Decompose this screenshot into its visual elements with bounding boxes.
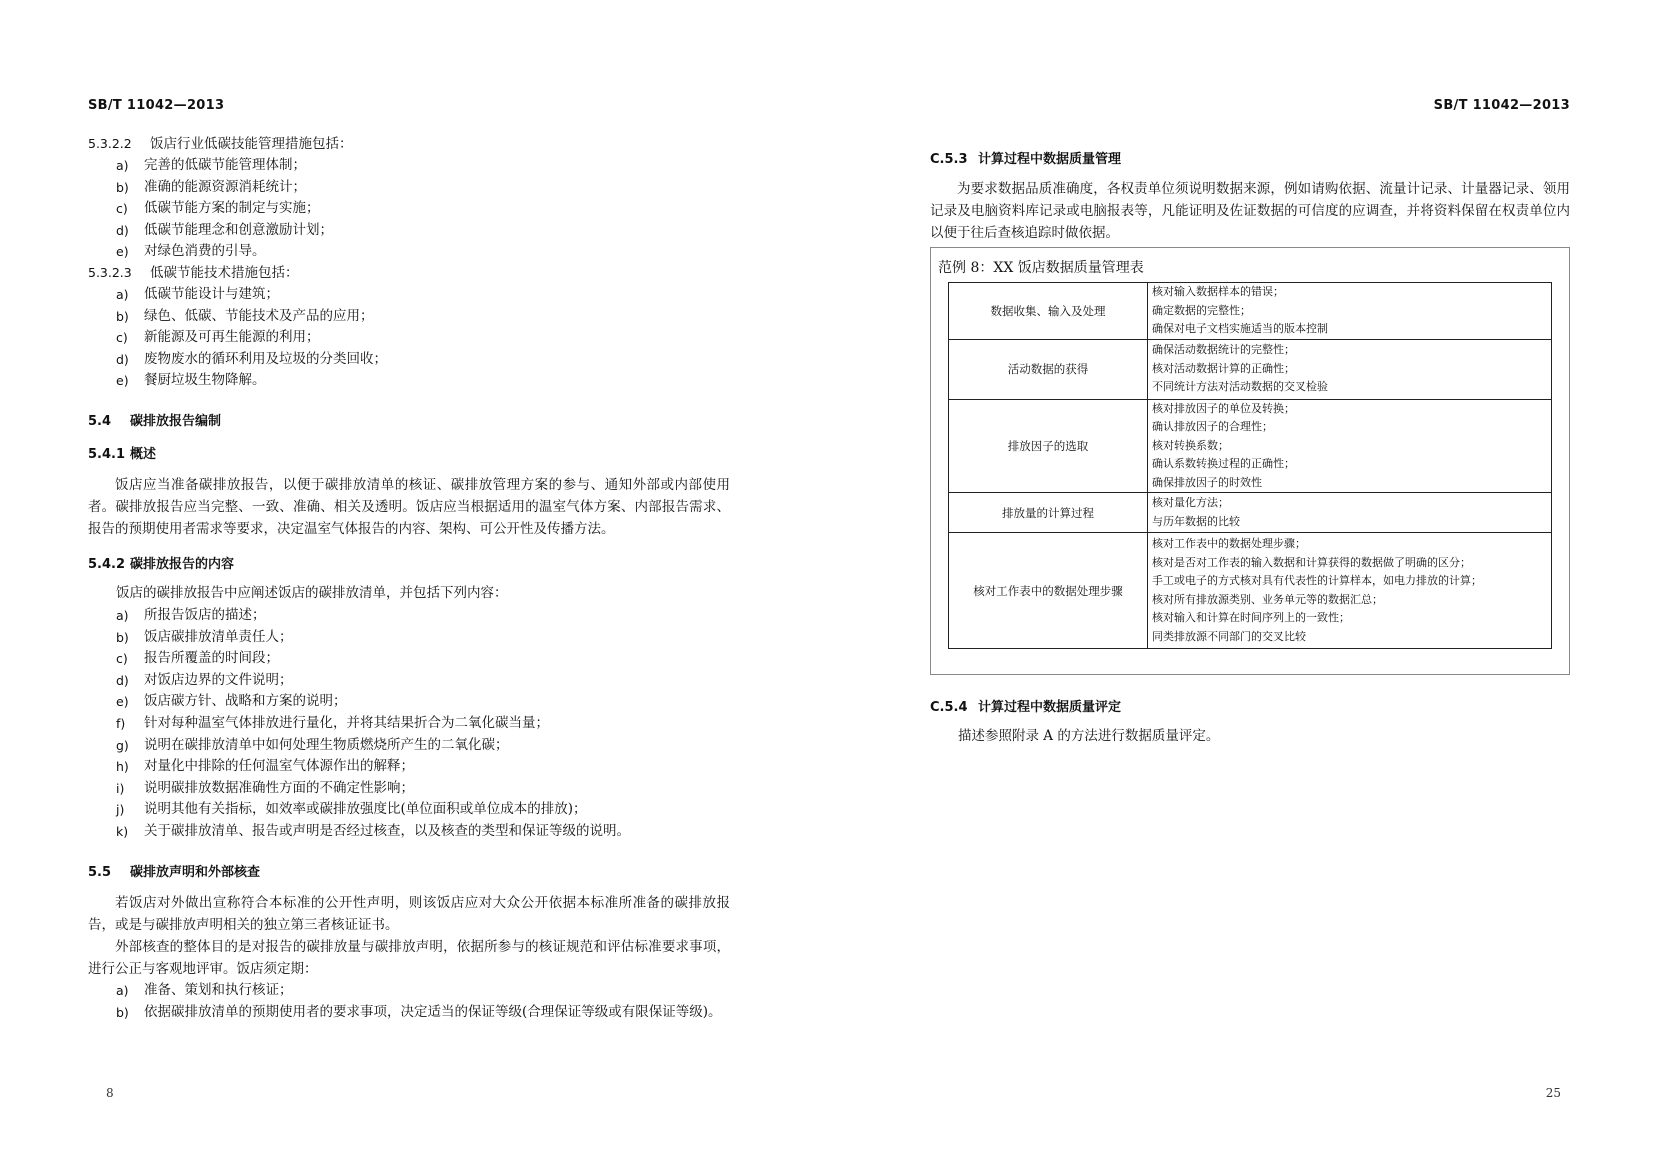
heading-5-4: [88, 410, 221, 429]
list-marker: e): [116, 694, 129, 710]
section-title: 计算过程中数据质量评定: [978, 700, 1122, 715]
list-item-text: 低碳节能理念和创意激励计划；: [144, 221, 333, 238]
check-item: 确保活动数据统计的完整性；: [1152, 343, 1295, 357]
list-item-text: 绿色、低碳、节能技术及产品的应用；: [144, 307, 374, 324]
clause-text: 饭店行业低碳技能管理措施包括：: [150, 136, 353, 152]
example-table-frame: [930, 247, 1570, 675]
list-marker: f): [116, 716, 126, 731]
section-number: 5.4.1: [88, 447, 126, 462]
page-header: SB/T 11042—2013: [88, 98, 225, 113]
list-item: [116, 627, 730, 649]
check-item: 同类排放源不同部门的交叉比较: [1152, 629, 1306, 643]
table-row: [949, 283, 1552, 340]
list-item: [116, 284, 716, 306]
list-item: [116, 241, 716, 263]
table-row: [949, 339, 1552, 399]
page-header: SB/T 11042—2013: [1433, 98, 1570, 113]
table-checks-cell: [1148, 533, 1552, 649]
table-category-cell: 数据收集、输入及处理: [949, 283, 1148, 340]
check-item: 核对转换系数；: [1152, 438, 1229, 452]
list-item-text: 饭店碳方针、战略和方案的说明；: [144, 693, 347, 710]
check-item: 确定数据的完整性；: [1152, 303, 1251, 317]
list-item: [116, 756, 730, 778]
list-marker: a): [116, 287, 129, 302]
list-item: [116, 1002, 730, 1024]
list-item-text: 饭店碳排放清单责任人；: [144, 628, 293, 645]
list-item: [116, 327, 716, 349]
heading-5-4-2: [88, 553, 234, 572]
section-title: 碳排放报告的内容: [130, 557, 235, 572]
list-item: [116, 648, 730, 670]
list-item: [116, 980, 730, 1002]
list-marker: d): [116, 222, 129, 238]
list-item: [116, 306, 716, 328]
table-checks-cell: [1148, 493, 1552, 533]
list-marker: g): [116, 737, 129, 753]
check-item: 核对量化方法；: [1152, 496, 1229, 509]
table-checks-cell: [1148, 283, 1552, 340]
list-marker: b): [116, 308, 129, 324]
list-marker: e): [116, 244, 129, 259]
list-marker: a): [116, 608, 129, 623]
paragraph-c-5-4: 描述参照附录 A 的方法进行数据质量评定。: [958, 728, 1220, 744]
list-item-text: 餐厨垃圾生物降解。: [144, 372, 266, 388]
list-item-text: 准备、策划和执行核证；: [144, 982, 293, 998]
table-checks-cell: [1148, 339, 1552, 399]
list-marker: a): [116, 983, 129, 998]
section-title: 计算过程中数据质量管理: [978, 152, 1122, 167]
list-marker: i): [116, 780, 125, 796]
list-item-text: 对饭店边界的文件说明；: [144, 671, 293, 688]
list-item: [116, 821, 730, 843]
list-marker: b): [116, 629, 129, 645]
table-row: [949, 533, 1552, 649]
section-title: 概述: [130, 447, 157, 462]
list-item: [116, 799, 730, 821]
list-marker: k): [116, 824, 129, 839]
clause-number: 5.3.2.2: [88, 136, 132, 151]
data-quality-table: [948, 282, 1552, 649]
list-marker: c): [116, 330, 128, 345]
section-title: 碳排放报告编制: [130, 414, 222, 429]
list-item: [116, 605, 730, 627]
list-item: [116, 220, 716, 242]
section-number: 5.5: [88, 865, 112, 880]
check-item: 手工或电子的方式核对具有代表性的计算样本，如电力排放的计算；: [1152, 574, 1482, 587]
list-item: [116, 691, 730, 713]
list-item-text: 依据碳排放清单的预期使用者的要求事项，决定适当的保证等级(合理保证等级或有限保证等级)。: [144, 1004, 722, 1020]
section-number: 5.4: [88, 414, 112, 429]
paragraph-5-5-2: 外部核查的整体目的是对报告的碳排放量与碳排放声明，依据所参与的核证规范和评估标准要求事项，进行公正与客观地评审。饭店须定期：: [88, 939, 730, 977]
list-item-text: 低碳节能方案的制定与实施；: [144, 200, 320, 216]
check-item: 不同统计方法对活动数据的交叉检验: [1152, 380, 1328, 394]
section-number: C.5.4: [930, 700, 968, 715]
table-category-cell: 排放因子的选取: [949, 399, 1148, 493]
check-item: 确认系数转换过程的正确性；: [1152, 457, 1295, 470]
list-item-text: 关于碳排放清单、报告或声明是否经过核查，以及核查的类型和保证等级的说明。: [144, 823, 630, 839]
list-item: [116, 713, 730, 735]
heading-c-5-4: [930, 696, 1121, 715]
list-item-text: 完善的低碳节能管理体制；: [144, 157, 306, 173]
list-item: [116, 735, 730, 757]
page-number: 8: [106, 1086, 114, 1100]
check-item: 确认排放因子的合理性；: [1152, 420, 1273, 433]
table-checks-cell: [1148, 399, 1552, 493]
list-item: [116, 778, 730, 800]
list-item: [116, 177, 716, 199]
check-item: 核对排放因子的单位及转换；: [1152, 401, 1295, 415]
table-caption: 范例 8：XX 饭店数据质量管理表: [938, 260, 1144, 276]
list-item-text: 说明在碳排放清单中如何处理生物质燃烧所产生的二氧化碳；: [144, 736, 509, 753]
list-marker: c): [116, 201, 128, 216]
list-item-text: 准确的能源资源消耗统计；: [144, 178, 306, 195]
check-item: 核对所有排放源类别、业务单元等的数据汇总；: [1152, 592, 1383, 606]
list-item-text: 低碳节能设计与建筑；: [144, 286, 279, 302]
heading-c-5-3: [930, 148, 1121, 167]
heading-5-5: [88, 861, 260, 880]
table-category-cell: 活动数据的获得: [949, 339, 1148, 399]
table-category-cell: 排放量的计算过程: [949, 493, 1148, 533]
intro-5-4-2: 饭店的碳排放报告中应阐述饭店的碳排放清单，并包括下列内容：: [116, 585, 508, 601]
clause-5-3-2-3: [88, 262, 299, 284]
list-marker: h): [116, 759, 129, 775]
section-title: 碳排放声明和外部核查: [130, 865, 261, 880]
check-item: 与历年数据的比较: [1152, 514, 1240, 528]
list-item-text: 说明碳排放数据准确性方面的不确定性影响；: [144, 779, 414, 796]
paragraph-5-4-1: 饭店应当准备碳排放报告，以便于碳排放清单的核证、碳排放管理方案的参与、通知外部或内部使用者。碳排放报告应当完整、一致、准确、相关及透明。饭店应当根据适用的温室气体方案、内部报告需求、报告的预期使用者需求等要求，决定温室气体报告的内容、架构、可公开性及传播方法。: [88, 477, 730, 537]
check-item: 核对工作表中的数据处理步骤；: [1152, 537, 1306, 550]
list-marker: e): [116, 373, 129, 388]
list-item-text: 说明其他有关指标，如效率或碳排放强度比(单位面积或单位成本的排放)；: [144, 801, 587, 818]
list-item: [116, 349, 716, 371]
list-marker: c): [116, 651, 128, 667]
page-number: 25: [1545, 1086, 1561, 1100]
section-number: 5.4.2: [88, 557, 126, 572]
list-marker: b): [116, 179, 129, 195]
check-item: 确保排放因子的时效性: [1152, 475, 1262, 489]
list-item-text: 对量化中排除的任何温室气体源作出的解释；: [144, 758, 414, 775]
clause-text: 低碳节能技术措施包括：: [150, 265, 299, 281]
table-category-cell: 核对工作表中的数据处理步骤: [949, 533, 1148, 649]
check-item: 确保对电子文档实施适当的版本控制: [1152, 322, 1328, 335]
list-marker: d): [116, 672, 129, 688]
paragraph-5-5-1: 若饭店对外做出宣称符合本标准的公开性声明，则该饭店应对大众公开依据本标准所准备的碳排放报告，或是与碳排放声明相关的独立第三者核证证书。: [88, 895, 730, 933]
list-item-text: 针对每种温室气体排放进行量化，并将其结果折合为二氧化碳当量；: [144, 715, 549, 731]
check-item: 核对输入数据样本的错误；: [1152, 285, 1284, 298]
list-marker: a): [116, 158, 129, 173]
list-item: [116, 370, 716, 392]
left-page: [0, 0, 826, 1170]
section-number: C.5.3: [930, 152, 968, 167]
list-item-text: 所报告饭店的描述；: [144, 607, 266, 623]
check-item: 核对是否对工作表的输入数据和计算获得的数据做了明确的区分；: [1152, 555, 1471, 569]
list-item: [116, 155, 716, 177]
list-item: [116, 198, 716, 220]
list-item-text: 新能源及可再生能源的利用；: [144, 329, 320, 345]
list-item-text: 报告所覆盖的时间段；: [144, 650, 279, 667]
check-item: 核对输入和计算在时间序列上的一致性；: [1152, 611, 1350, 624]
list-item: [116, 670, 730, 692]
list-item-text: 废物废水的循环利用及垃圾的分类回收；: [144, 350, 387, 367]
check-item: 核对活动数据计算的正确性；: [1152, 361, 1295, 375]
heading-5-4-1: [88, 443, 156, 462]
list-marker: d): [116, 351, 129, 367]
clause-5-3-2-2: [88, 133, 353, 155]
table-row: [949, 399, 1552, 493]
table-row: [949, 493, 1552, 533]
paragraph-c-5-3: 为要求数据品质准确度，各权责单位须说明数据来源，例如请购依据、流量计记录、计量器记录、领用记录及电脑资料库记录或电脑报表等，凡能证明及佐证数据的可信度的应调查，并将资料保留在权责单位内以便于往后查核追踪时做依据。: [930, 181, 1570, 241]
clause-number: 5.3.2.3: [88, 265, 132, 280]
list-marker: j): [116, 802, 125, 818]
list-marker: b): [116, 1005, 129, 1020]
list-item-text: 对绿色消费的引导。: [144, 243, 266, 259]
right-page: [826, 0, 1653, 1170]
